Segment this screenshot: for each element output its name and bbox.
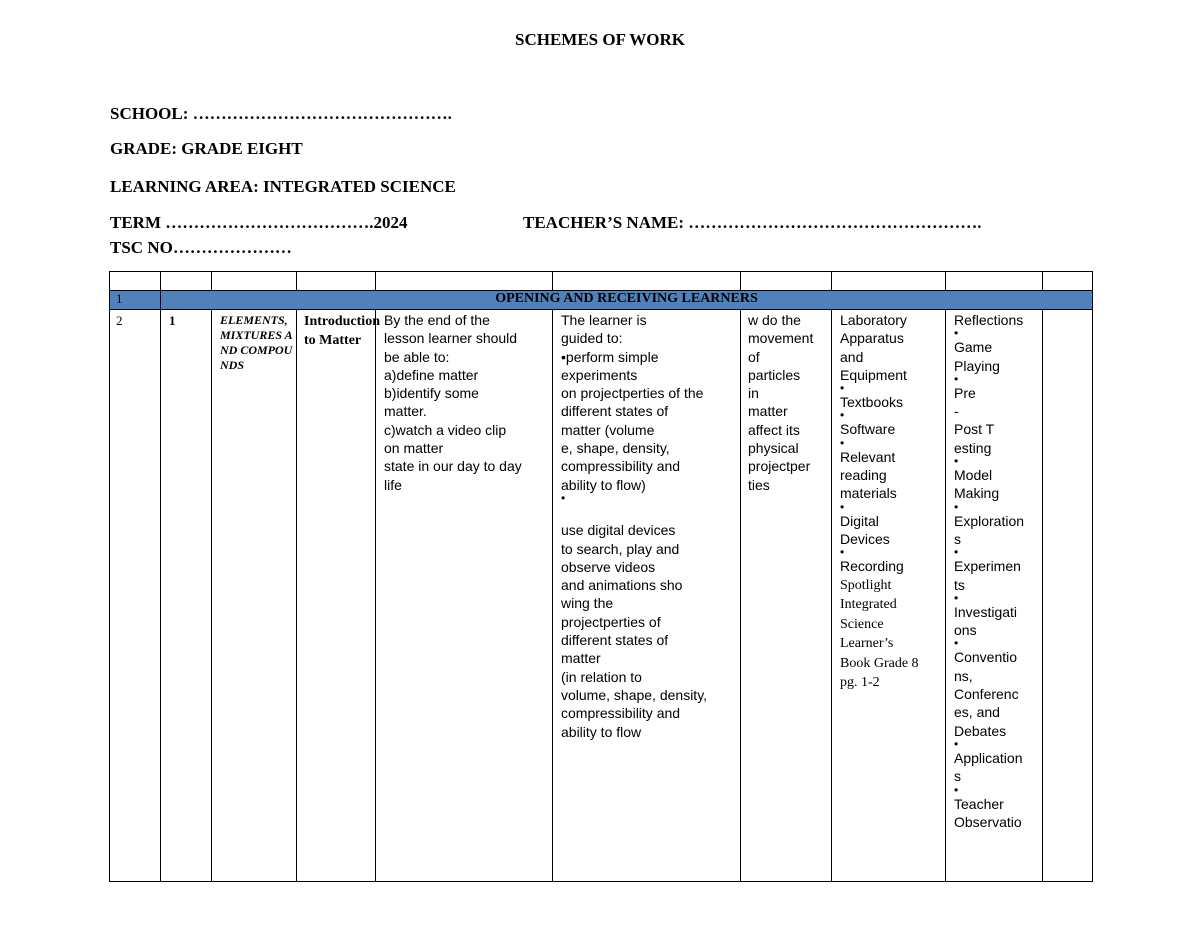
learning-area-line: LEARNING AREA: INTEGRATED SCIENCE [110, 177, 456, 196]
inquiry-line: particles [748, 366, 801, 383]
reference-line: Learner’s [840, 636, 894, 652]
experience-line: different states of [561, 403, 669, 420]
learning-outcomes-cell [376, 310, 553, 882]
key-inquiry-cell [741, 310, 832, 882]
assessment-line: Game [954, 339, 993, 356]
experience-line: to search, play and [561, 540, 680, 557]
scheme-table [109, 271, 1093, 882]
assessment-line: Playing [954, 357, 1000, 374]
experience-line: wing the [561, 595, 614, 612]
outcome-line: b)identify some [384, 385, 479, 402]
resource-line: Laboratory [840, 312, 907, 328]
outcome-line: a)define matter [384, 366, 479, 383]
outcome-line: matter. [384, 403, 427, 420]
experience-line: observe videos [561, 558, 656, 575]
assessment-line: Application [954, 749, 1023, 766]
assessment-line: • [954, 736, 959, 751]
reference-line: Science [840, 616, 884, 632]
experience-line: (in relation to [561, 668, 642, 685]
assessment-line: ns, [954, 667, 973, 684]
experience-line: use digital devices [561, 522, 676, 539]
assessment-line: Experimen [954, 558, 1021, 575]
experience-line: volume, shape, density, [561, 686, 708, 703]
resource-line: • [840, 499, 845, 514]
assessment-line: Exploration [954, 512, 1025, 529]
reference-line: pg. 1-2 [840, 675, 880, 691]
resource-line: Textbooks [840, 394, 904, 411]
inquiry-line: movement [748, 330, 814, 347]
experience-line: matter [561, 650, 601, 667]
tsc-number-line: TSC NO………………… [110, 238, 292, 257]
resource-line: Equipment [840, 366, 907, 383]
remarks-cell [1043, 310, 1093, 882]
assessment-line: ons [954, 622, 977, 639]
assessment-line: s [954, 768, 961, 785]
experience-line: •perform simple [561, 348, 659, 365]
grade-line: GRADE: GRADE EIGHT [110, 139, 303, 158]
assessment-line: Investigati [954, 603, 1018, 620]
experience-line: compressibility and [561, 458, 681, 475]
reference-line: Spotlight [840, 577, 892, 593]
band-row-title: OPENING AND RECEIVING LEARNERS [161, 291, 1093, 310]
experience-line: ability to flow) [561, 476, 646, 493]
assessment-cell [946, 310, 1043, 882]
resource-line: • [840, 435, 845, 450]
assessment-line: Post T [954, 421, 995, 438]
experience-line: e, shape, density, [561, 440, 670, 457]
assessment-line: • [954, 326, 959, 341]
resource-line: Digital [840, 512, 879, 529]
assessment-line: Reflections [954, 312, 1024, 328]
resource-line: Recording [840, 558, 904, 575]
inquiry-line: physical [748, 440, 799, 457]
assessment-line: Conventio [954, 649, 1018, 666]
reference-line: Book Grade 8 [840, 655, 919, 671]
resource-line: Software [840, 421, 896, 438]
inquiry-line: ties [748, 476, 770, 493]
band-row-number: 1 [110, 291, 161, 310]
assessment-line: • [954, 371, 959, 386]
resource-line: • [840, 545, 845, 560]
resource-line: Relevant [840, 448, 896, 465]
resource-line: reading [840, 467, 887, 484]
week-cell: 2 [110, 310, 161, 882]
assessment-line: Debates [954, 722, 1007, 739]
assessment-line: Making [954, 485, 1000, 502]
outcome-line: By the end of the [384, 312, 490, 328]
outcome-line: c)watch a video clip [384, 421, 507, 438]
experience-line: projectperties of [561, 613, 661, 630]
resource-line: • [840, 408, 845, 423]
header-row [110, 272, 1093, 291]
school-line: SCHOOL: ………………………………………. [110, 104, 452, 123]
assessment-line: • [954, 782, 959, 797]
assessment-line: Pre [954, 384, 976, 401]
experience-line: compressibility and [561, 705, 681, 722]
reference-line: Integrated [840, 597, 897, 613]
resource-line: and [840, 348, 864, 365]
resource-line: Apparatus [840, 330, 904, 347]
experience-line: The learner is [561, 312, 647, 328]
inquiry-line: affect its [748, 421, 800, 438]
outcome-line: be able to: [384, 348, 450, 365]
assessment-line: • [954, 454, 959, 469]
experience-line [561, 503, 736, 521]
assessment-line: • [954, 499, 959, 514]
teacher-name-line: TEACHER’S NAME: ……………………………………………. [523, 213, 982, 232]
inquiry-line: matter [748, 403, 788, 420]
table-row [110, 310, 1093, 882]
outcome-line: on matter [384, 440, 444, 457]
assessment-line: • [954, 590, 959, 605]
resource-line: Devices [840, 530, 890, 547]
inquiry-line: of [748, 348, 760, 365]
assessment-line: • [954, 636, 959, 651]
assessment-line: • [954, 545, 959, 560]
resource-line: materials [840, 485, 897, 502]
sub-strand-cell: Introduction to Matter [297, 310, 376, 882]
strand-cell: ELEMENTS,MIXTURES AND COMPOUNDS [212, 310, 297, 882]
outcome-line: life [384, 476, 402, 493]
assessment-line: s [954, 530, 961, 547]
inquiry-line: projectper [748, 458, 811, 475]
assessment-line: Teacher [954, 795, 1004, 812]
assessment-line: esting [954, 439, 992, 456]
assessment-line: - [954, 403, 959, 420]
experience-line: experiments [561, 366, 638, 383]
experience-line: guided to: [561, 330, 623, 347]
experience-line: on projectperties of the [561, 385, 704, 402]
outcome-line: state in our day to day [384, 458, 522, 475]
inquiry-line: w do the [748, 312, 801, 328]
opening-band-row [110, 291, 1093, 310]
experience-line: • [561, 490, 566, 505]
assessment-line: Model [954, 467, 993, 484]
outcome-line: lesson learner should [384, 330, 518, 347]
lesson-cell: 1 [161, 310, 212, 882]
experience-line: matter (volume [561, 421, 655, 438]
experience-line: and animations sho [561, 577, 683, 594]
learning-experiences-cell [553, 310, 741, 882]
assessment-line: Observatio [954, 813, 1022, 830]
assessment-line: ts [954, 576, 965, 593]
learning-resources-cell [832, 310, 946, 882]
experience-line: ability to flow [561, 723, 642, 740]
inquiry-line: in [748, 385, 759, 402]
term-line: TERM ……………………………….2024 [110, 213, 408, 232]
resource-line: • [840, 381, 845, 396]
assessment-line: es, and [954, 704, 1000, 721]
document-title: SCHEMES OF WORK [514, 30, 686, 49]
experience-line: different states of [561, 632, 669, 649]
assessment-line: Conferenc [954, 686, 1019, 703]
